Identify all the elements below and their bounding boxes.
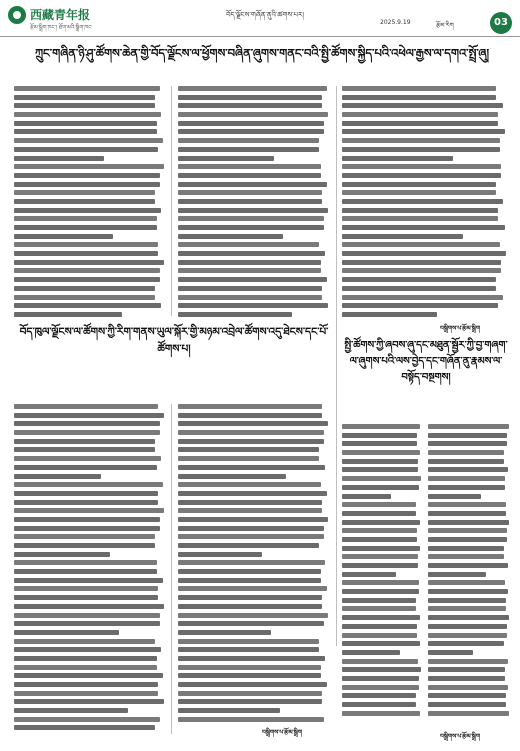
body-text-line xyxy=(342,676,419,681)
body-text-line xyxy=(342,511,416,516)
body-text-line xyxy=(14,621,160,626)
body-text-line xyxy=(178,613,328,618)
body-text-line xyxy=(14,286,155,291)
body-text-line xyxy=(428,659,508,664)
body-text-line xyxy=(178,190,322,195)
body-text-line xyxy=(178,268,321,273)
body-text-line xyxy=(342,633,417,638)
body-text-line xyxy=(428,546,504,551)
body-text-line xyxy=(342,138,500,143)
body-text-line xyxy=(342,95,496,100)
body-text-line xyxy=(178,604,322,609)
body-text-line xyxy=(428,441,507,446)
body-text-line xyxy=(342,693,416,698)
body-text-line xyxy=(178,242,319,247)
body-text-line xyxy=(342,450,420,455)
body-text-line xyxy=(14,665,157,670)
column-divider xyxy=(336,86,337,646)
body-text-line xyxy=(342,216,498,221)
body-text-line xyxy=(178,517,328,522)
body-text-line xyxy=(14,277,160,282)
body-text-line xyxy=(178,526,324,531)
body-text-line xyxy=(14,164,164,169)
page-number-badge: 03 xyxy=(490,12,512,34)
body-text-line xyxy=(14,225,157,230)
body-text-line xyxy=(428,459,504,464)
body-text-line xyxy=(178,482,321,487)
body-text-line xyxy=(342,121,498,126)
body-text-line xyxy=(428,494,481,499)
body-text-line xyxy=(178,456,319,461)
body-text-line xyxy=(342,251,506,256)
body-text-line xyxy=(178,708,280,713)
body-text-line xyxy=(14,447,155,452)
newspaper-logo-icon xyxy=(8,6,26,24)
body-text-line xyxy=(14,517,160,522)
body-text-line xyxy=(14,682,158,687)
headline-1: ཀྲུང་གཞིན་ཉི་ཤུ་ཚོགས་ཆེན་གྱི་བོད་ལྗོངས་ལ་ཕྱོགས་བཞིན་ཞུགས་གནང་བའི་སྤྱི་ཚོགས་སྐྱིད་པའི་འཕེལ་རྒྱས་ལ་དགའ་སྤྲོ་ཞུ། xyxy=(34,46,490,60)
body-text-line xyxy=(428,685,508,690)
body-text-line xyxy=(342,563,418,568)
body-text-line xyxy=(14,543,155,548)
body-text-line xyxy=(178,234,283,239)
body-text-line xyxy=(428,667,505,672)
headline-2: བོད་ཁུལ་ལྗོངས་ལ་ཚོགས་ཀྱི་རིག་གནས་ཡུལ་སྐོར་གྱི་མཉམ་འབྲེལ་ཚོགས་འདུ་ཐེངས་དང་པོ་ཚོགས་པ། xyxy=(19,326,329,355)
body-text-line xyxy=(14,526,160,531)
body-text-line xyxy=(14,673,163,678)
body-text-line xyxy=(178,413,322,418)
body-text-line xyxy=(178,95,322,100)
body-text-line xyxy=(14,439,155,444)
body-text-line xyxy=(342,572,396,577)
body-text-line xyxy=(342,147,500,152)
body-text-line xyxy=(178,286,322,291)
article-2-column-1 xyxy=(14,404,166,734)
body-text-line xyxy=(178,508,322,513)
body-text-line xyxy=(428,650,473,655)
body-text-line xyxy=(14,156,104,161)
body-text-line xyxy=(178,682,327,687)
body-text-line xyxy=(342,520,420,525)
body-text-line xyxy=(14,647,161,652)
body-text-line xyxy=(14,404,158,409)
body-text-line xyxy=(178,156,274,161)
body-text-line xyxy=(14,586,158,591)
body-text-line xyxy=(178,691,322,696)
body-text-line xyxy=(178,173,321,178)
body-text-line xyxy=(178,647,319,652)
body-text-line xyxy=(428,711,509,716)
body-text-line xyxy=(14,717,160,722)
body-text-line xyxy=(342,424,420,429)
body-text-line xyxy=(14,234,113,239)
body-text-line xyxy=(428,676,505,681)
body-text-line xyxy=(14,129,157,134)
body-text-line xyxy=(14,604,164,609)
body-text-line xyxy=(428,485,505,490)
body-text-line xyxy=(178,251,325,256)
body-text-line xyxy=(342,295,503,300)
body-text-line xyxy=(14,86,160,91)
body-text-line xyxy=(342,303,498,308)
body-text-line xyxy=(342,86,496,91)
body-text-line xyxy=(178,474,286,479)
body-text-line xyxy=(178,164,321,169)
body-text-line xyxy=(178,543,319,548)
issue-date: 2025.9.19 xyxy=(380,19,411,26)
article-1-column-1 xyxy=(14,86,166,322)
body-text-line xyxy=(178,295,322,300)
body-text-line xyxy=(342,528,417,533)
body-text-line xyxy=(14,578,163,583)
body-text-line xyxy=(178,586,327,591)
body-text-line xyxy=(14,639,155,644)
body-text-line xyxy=(342,459,418,464)
body-text-line xyxy=(178,216,324,221)
newspaper-subtitle: རྩོམ་སྒྲིག་ཁང་། ཐོག་མའི་སྒྲིག་ཁང་ xyxy=(30,25,93,31)
body-text-line xyxy=(14,312,122,317)
body-text-line xyxy=(178,312,292,317)
body-text-line xyxy=(178,86,327,91)
body-text-line xyxy=(178,699,322,704)
body-text-line xyxy=(342,615,420,620)
body-text-line xyxy=(14,708,128,713)
body-text-line xyxy=(14,413,164,418)
body-text-line xyxy=(14,456,161,461)
body-text-line xyxy=(14,182,160,187)
body-text-line xyxy=(178,665,321,670)
masthead xyxy=(0,0,520,38)
body-text-line xyxy=(342,225,505,230)
body-text-line xyxy=(342,485,419,490)
body-text-line xyxy=(342,476,421,481)
column-divider xyxy=(171,404,172,734)
body-text-line xyxy=(428,467,508,472)
body-text-line xyxy=(428,450,504,455)
body-text-line xyxy=(14,630,119,635)
byline-right-mid: བསྒྲིགས་པ་རྩོམ་སྒྲིག xyxy=(440,325,481,332)
body-text-line xyxy=(14,260,164,265)
body-text-line xyxy=(342,606,416,611)
body-text-line xyxy=(14,138,163,143)
body-text-line xyxy=(428,624,507,629)
body-text-line xyxy=(342,112,498,117)
column-divider xyxy=(171,86,172,316)
body-text-line xyxy=(342,546,420,551)
body-text-line xyxy=(14,725,155,730)
body-text-line xyxy=(178,500,322,505)
body-text-line xyxy=(14,303,161,308)
body-text-line xyxy=(342,537,417,542)
body-text-line xyxy=(342,129,505,134)
body-text-line xyxy=(14,569,157,574)
body-text-line xyxy=(428,589,508,594)
body-text-line xyxy=(14,595,158,600)
body-text-line xyxy=(342,711,420,716)
body-text-line xyxy=(342,589,419,594)
body-text-line xyxy=(14,208,161,213)
body-text-line xyxy=(178,138,319,143)
body-text-line xyxy=(178,560,325,565)
body-text-line xyxy=(178,656,325,661)
body-text-line xyxy=(178,112,328,117)
body-text-line xyxy=(178,578,321,583)
body-text-line xyxy=(178,182,327,187)
byline-left: བསྒྲིགས་པ་རྩོམ་སྒྲིག xyxy=(262,729,303,736)
newspaper-name: 西藏青年报 xyxy=(30,8,91,22)
body-text-line xyxy=(178,199,322,204)
body-text-line xyxy=(178,447,319,452)
body-text-line xyxy=(342,641,420,646)
body-text-line xyxy=(14,421,160,426)
body-text-line xyxy=(428,424,509,429)
body-text-line xyxy=(178,491,327,496)
body-text-line xyxy=(342,182,496,187)
body-text-line xyxy=(342,702,416,707)
body-text-line xyxy=(428,554,504,559)
body-text-line xyxy=(342,650,400,655)
body-text-line xyxy=(428,580,505,585)
article-3-column-1 xyxy=(342,424,422,724)
body-text-line xyxy=(178,534,324,539)
body-text-line xyxy=(428,433,507,438)
body-text-line xyxy=(178,421,328,426)
body-text-line xyxy=(14,656,157,661)
body-text-line xyxy=(178,717,324,722)
byline-right-bottom: བསྒྲིགས་པ་རྩོམ་སྒྲིག xyxy=(440,733,481,740)
body-text-line xyxy=(342,659,418,664)
body-text-line xyxy=(428,693,506,698)
body-text-line xyxy=(178,103,322,108)
body-text-line xyxy=(14,251,158,256)
body-text-line xyxy=(342,554,418,559)
body-text-line xyxy=(14,691,158,696)
body-text-line xyxy=(178,630,271,635)
body-text-line xyxy=(14,482,163,487)
body-text-line xyxy=(178,439,324,444)
body-text-line xyxy=(342,103,503,108)
body-text-line xyxy=(178,639,319,644)
body-text-line xyxy=(14,295,155,300)
body-text-line xyxy=(14,268,160,273)
body-text-line xyxy=(428,702,506,707)
body-text-line xyxy=(14,242,158,247)
body-text-line xyxy=(342,173,501,178)
body-text-line xyxy=(342,624,417,629)
body-text-line xyxy=(342,441,417,446)
body-text-line xyxy=(14,474,101,479)
body-text-line xyxy=(14,534,155,539)
article-1-column-3 xyxy=(342,86,508,322)
body-text-line xyxy=(14,190,155,195)
headline-3: སྤྱི་ཚོགས་ཀྱི་ཞབས་ཞུ་དང་མཐུན་སྦྱོར་ཀྱི་བྱ་གཞག་ལ་ཞུགས་པའི་ལས་བྱེད་དང་གཞོན་ནུ་རྣམས་ལ་བསྟོད་བསྔགས། xyxy=(344,340,508,383)
body-text-line xyxy=(342,502,416,507)
body-text-line xyxy=(342,286,496,291)
body-text-line xyxy=(342,242,500,247)
body-text-line xyxy=(428,520,509,525)
body-text-line xyxy=(14,699,164,704)
body-text-line xyxy=(342,208,498,213)
body-text-line xyxy=(14,508,164,513)
body-text-line xyxy=(178,260,321,265)
body-text-line xyxy=(428,641,504,646)
body-text-line xyxy=(178,621,324,626)
body-text-line xyxy=(14,95,155,100)
body-text-line xyxy=(342,667,421,672)
body-text-line xyxy=(428,615,509,620)
body-text-line xyxy=(342,433,417,438)
body-text-line xyxy=(428,633,507,638)
body-text-line xyxy=(428,476,505,481)
body-text-line xyxy=(342,190,496,195)
body-text-line xyxy=(178,121,324,126)
body-text-line xyxy=(178,430,324,435)
body-text-line xyxy=(14,430,160,435)
body-text-line xyxy=(342,467,418,472)
body-text-line xyxy=(14,613,160,618)
body-text-line xyxy=(14,500,158,505)
body-text-line xyxy=(342,580,419,585)
body-text-line xyxy=(178,225,324,230)
body-text-line xyxy=(428,528,507,533)
body-text-line xyxy=(14,552,110,557)
body-text-line xyxy=(342,598,416,603)
body-text-line xyxy=(342,268,501,273)
body-text-line xyxy=(342,277,496,282)
center-title: བོད་ལྗོངས་གཞོན་ནུའི་ཚགས་པར། xyxy=(226,11,304,19)
body-text-line xyxy=(178,129,324,134)
body-text-line xyxy=(14,121,157,126)
body-text-line xyxy=(428,502,506,507)
body-text-line xyxy=(342,199,503,204)
body-text-line xyxy=(178,303,328,308)
body-text-line xyxy=(178,595,322,600)
body-text-line xyxy=(178,147,319,152)
body-text-line xyxy=(342,685,419,690)
article-3-column-2 xyxy=(428,424,510,724)
body-text-line xyxy=(14,491,158,496)
body-text-line xyxy=(342,164,501,169)
masthead-rule xyxy=(0,36,520,37)
body-text-line xyxy=(14,112,161,117)
article-1-column-2 xyxy=(178,86,330,322)
body-text-line xyxy=(342,494,391,499)
body-text-line xyxy=(14,465,157,470)
article-2-column-2 xyxy=(178,404,330,726)
body-text-line xyxy=(428,572,486,577)
body-text-line xyxy=(14,147,158,152)
body-text-line xyxy=(428,606,506,611)
body-text-line xyxy=(14,560,157,565)
body-text-line xyxy=(178,208,328,213)
body-text-line xyxy=(428,537,507,542)
body-text-line xyxy=(178,277,327,282)
body-text-line xyxy=(178,673,321,678)
body-text-line xyxy=(14,199,155,204)
body-text-line xyxy=(342,234,463,239)
body-text-line xyxy=(178,404,322,409)
body-text-line xyxy=(14,173,160,178)
body-text-line xyxy=(342,260,501,265)
body-text-line xyxy=(178,552,262,557)
body-text-line xyxy=(428,563,508,568)
body-text-line xyxy=(14,216,157,221)
section-name: རྩོམ་རིག xyxy=(436,22,454,29)
body-text-line xyxy=(342,156,453,161)
body-text-line xyxy=(14,103,155,108)
body-text-line xyxy=(428,511,506,516)
body-text-line xyxy=(178,465,325,470)
body-text-line xyxy=(428,598,506,603)
body-text-line xyxy=(342,312,437,317)
body-text-line xyxy=(178,569,321,574)
